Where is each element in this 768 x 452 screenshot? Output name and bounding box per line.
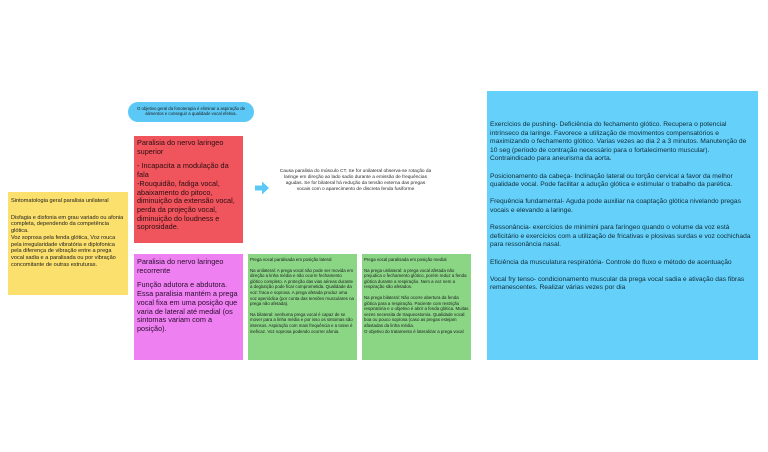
recorrente-title: Paralisia do nervo laringeo recorrente bbox=[137, 257, 224, 275]
superior-note bbox=[134, 136, 243, 243]
lateral-title: Prega vocal paralisada em posição lateral bbox=[250, 257, 332, 262]
lateral-bilateral: Na bilateral: nenhuma prega vocal é capaz de se mover para a linha média e por isso os sintomas são intensos. Aspiração com mais frequência e a tosse é ineficaz. Voz soprosa podendo ocorrer afonia. bbox=[250, 311, 353, 334]
lateral-note bbox=[248, 254, 357, 360]
objective-pill bbox=[128, 102, 254, 122]
medial-unilateral: Na prega unilateral: a prega vocal afetada não prejudica o fechamento glótico, porém reduz a fenda glótica durante a respiração. Nem a voz nem a respiração são afetados. bbox=[364, 267, 467, 290]
superior-body: - Incapacita a modulação da fala -Rouquidão, fadiga vocal, abaixamento do pitoco, diminuição da extensão vocal, perda da projeção vocal, diminuição do loudness e soprosidade. bbox=[137, 161, 235, 232]
recorrente-body: Função adutora e abdutora. Essa paralisia mantém a prega vocal fixa em uma posição que varia de lateral até medial (os sintomas variam com a posição). bbox=[137, 280, 238, 333]
objective-text: O objetivo geral da fonoterapia é eliminar a aspiração de alimentos e conseguir a qualidade vocal efetiva. bbox=[137, 106, 245, 116]
exercicios-note bbox=[487, 91, 758, 360]
superior-title: Paralisia do nervo laringeo superior bbox=[137, 138, 224, 156]
medial-note bbox=[362, 254, 471, 360]
sintomatologia-body: Disfagia e disfonia em grau variado ou afonia completa, dependendo da competência glótica. Voz soprosa pela fenda glótica, Voz rouca pela irregularidade vibratória e diplofonica pela diferença de vibração entre a prega vocal sadia e a paralisada ou por vibração concomitante de outras estruturas. bbox=[11, 214, 124, 268]
medial-bilateral: Na prega bilateral: Não ocorre abertura da fenda glótica para a respiração. Paciente com restrição respiratória e o objetivo é abrir a fenda glótica. Muitas vezes necessita de traqueostomia. Qualidade vocal: boa ou pouco soprosa (caso as pregas estejam afastadas da linha média. O objetivo do tratamento é lateralizar a prega vocal bbox=[364, 294, 469, 334]
lateral-unilateral: Na unilateral: A prega vocal não pode ser movida em direção a linha média e não ocorre fechamento glótico completo. A proteção das vias aéreas durante a deglutição pode ficar comprometida. Qualidade da voz: fraca e soprosa. A prega afetada produz uma voz aperiódica (por conta das tensões musculares na prega não afetada). bbox=[250, 267, 354, 307]
exercicio-posicionamento: Posicionamento da cabeça- Inclinação lateral ou torção cervical a favor da melhor qualidade vocal. Pode facilitar a adução glótica e estimular o trabalho da parética. bbox=[490, 172, 733, 189]
exercicio-respiratoria: Eficiência da musculatura respiratória- Controle do fluxo e método de acentuação bbox=[490, 258, 732, 266]
recorrente-note bbox=[134, 254, 243, 360]
sintomatologia-note bbox=[8, 192, 128, 295]
exercicio-vocal-fry: Vocal fry tenso- condicionamento muscular da prega vocal sadia e ativação das fibras remanescentes. Realizar várias vezes por dia bbox=[490, 275, 745, 292]
exercicio-frequencia: Frequência fundamental- Aguda pode auxiliar na coaptação glótica nivelando pregas vocais e elevando a laringe. bbox=[490, 198, 741, 214]
medial-title: Prega vocal paralisada em posição medial bbox=[364, 257, 447, 262]
causa-text: Causa paralisia do músculo CT. Se for unilateral observa-se rotação da laringe em direção ao lado sadio durante a emissão de frequências agudas. Se for bilateral há redução da tensão externa das pregas vocais com o aparecimento de discreta fenda fusiforme bbox=[279, 169, 432, 192]
exercicio-ressonancia: Ressonância- exercícios de minimini para faríngeo quando o volume da voz está deficitário e exercícios com a utilização de fricativas e plosivas surdas e voz cochichada para ressonância nasal. bbox=[490, 224, 751, 249]
sintomatologia-title: Sintomatologia geral paralisia unilateral bbox=[11, 198, 109, 204]
exercicio-pushing: Exercícios de pushing- Deficiência do fechamento glótico. Recupera o potencial intrínseco da laringe. Favorece a utilização de movimentos compensatórios e maximizando o fechamento glótico. Varias vezes ao dia 2 a 3 minutos. Manutenção de 10 seg (período de contração necessário para o fortalecimento muscular). Contraindicado para aneurisma da aorta. bbox=[490, 121, 747, 163]
right-arrow-icon bbox=[254, 180, 270, 196]
